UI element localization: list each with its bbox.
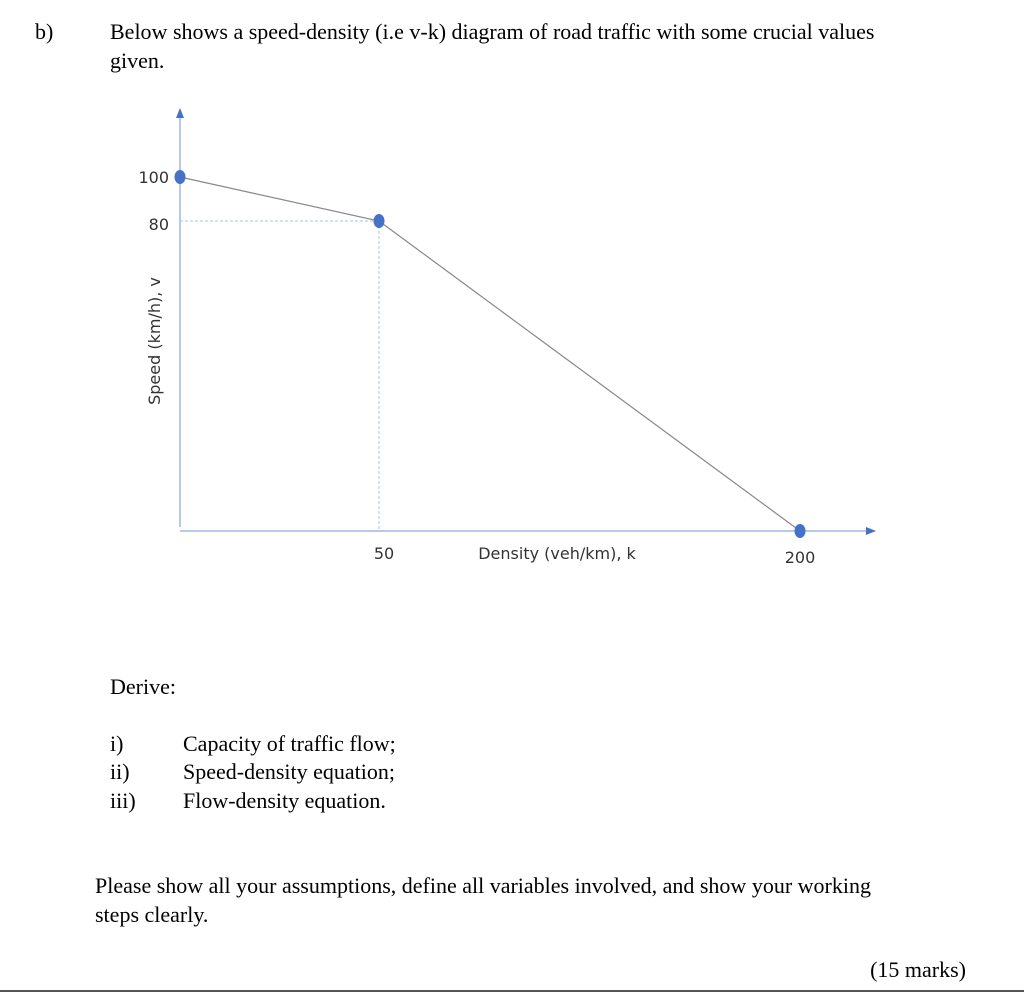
instructions-line-1: Please show all your assumptions, define all variables involved, and show your working: [95, 873, 871, 898]
y-tick-label-80: 80: [148, 215, 169, 234]
derive-label: Derive:: [110, 674, 176, 699]
derive-item-text: Flow-density equation.: [183, 788, 386, 813]
data-point-jam-density: [795, 524, 806, 538]
y-axis-title: Speed (km/h), v: [145, 277, 164, 405]
x-axis-title: Density (veh/km), k: [478, 544, 636, 563]
x-axis-arrow-icon: [866, 527, 876, 535]
data-point-free-flow: [175, 170, 186, 184]
x-tick-label-50: 50: [373, 544, 395, 563]
y-tick-label-100: 100: [138, 168, 169, 187]
bottom-divider: [0, 990, 1024, 992]
x-tick-label-200: 200: [784, 548, 816, 567]
derive-item-number: iii): [110, 788, 136, 813]
instructions-line-2: steps clearly.: [95, 902, 209, 927]
derive-item-text: Speed-density equation;: [183, 759, 396, 784]
y-axis-arrow-icon: [176, 108, 184, 118]
question-intro-line-1: Below shows a speed-density (i.e v-k) diagram of road traffic with some crucial values: [110, 19, 875, 44]
derive-item-number: ii): [110, 759, 130, 784]
speed-density-series-line: [180, 177, 800, 531]
data-point-breakpoint: [374, 214, 385, 228]
question-intro-line-2: given.: [110, 48, 165, 73]
marks-label: (15 marks): [870, 957, 966, 982]
derive-item-text: Capacity of traffic flow;: [183, 731, 396, 756]
question-part-label: b): [35, 19, 54, 44]
derive-item-number: i): [110, 731, 124, 756]
